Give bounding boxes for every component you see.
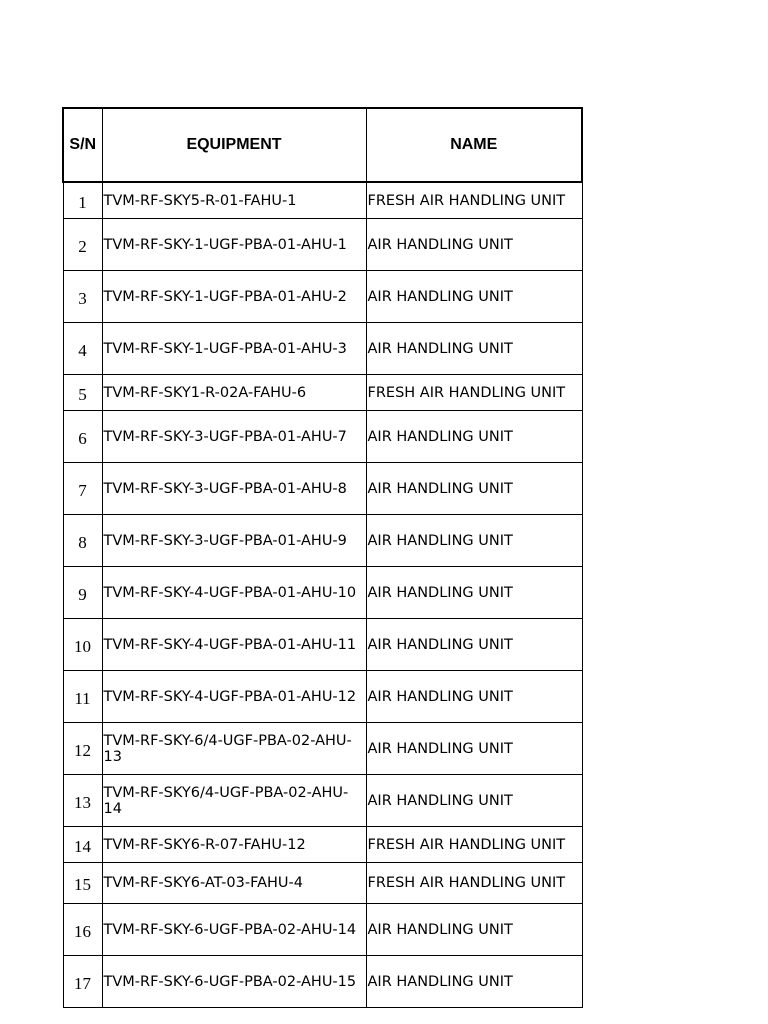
cell-sn: 7 <box>63 463 102 515</box>
cell-equipment: TVM-RF-SKY1-R-02A-FAHU-6 <box>102 375 366 411</box>
table-row <box>63 323 582 375</box>
table-row <box>63 904 582 956</box>
cell-name: AIR HANDLING UNIT <box>366 671 582 723</box>
cell-sn: 16 <box>63 904 102 956</box>
cell-sn: 14 <box>63 827 102 863</box>
table-row <box>63 827 582 863</box>
table-row <box>63 463 582 515</box>
cell-name: AIR HANDLING UNIT <box>366 775 582 827</box>
cell-equipment: TVM-RF-SKY6-AT-03-FAHU-4 <box>102 863 366 904</box>
cell-equipment: TVM-RF-SKY-6/4-UGF-PBA-02-AHU-13 <box>102 723 366 775</box>
cell-name: FRESH AIR HANDLING UNIT <box>366 863 582 904</box>
table-row <box>63 671 582 723</box>
cell-sn: 1 <box>63 182 102 219</box>
cell-name: AIR HANDLING UNIT <box>366 723 582 775</box>
cell-equipment: TVM-RF-SKY-1-UGF-PBA-01-AHU-3 <box>102 323 366 375</box>
cell-name: AIR HANDLING UNIT <box>366 619 582 671</box>
cell-name: AIR HANDLING UNIT <box>366 411 582 463</box>
cell-name: AIR HANDLING UNIT <box>366 323 582 375</box>
header-name: NAME <box>366 108 582 182</box>
cell-equipment: TVM-RF-SKY-3-UGF-PBA-01-AHU-9 <box>102 515 366 567</box>
cell-sn: 6 <box>63 411 102 463</box>
cell-sn: 2 <box>63 219 102 271</box>
table-row <box>63 619 582 671</box>
table-header-row <box>63 108 582 182</box>
cell-name: AIR HANDLING UNIT <box>366 219 582 271</box>
cell-equipment: TVM-RF-SKY5-R-01-FAHU-1 <box>102 182 366 219</box>
cell-equipment: TVM-RF-SKY6-R-07-FAHU-12 <box>102 827 366 863</box>
table-row <box>63 219 582 271</box>
cell-equipment: TVM-RF-SKY-4-UGF-PBA-01-AHU-10 <box>102 567 366 619</box>
cell-name: FRESH AIR HANDLING UNIT <box>366 182 582 219</box>
table-row <box>63 723 582 775</box>
equipment-table <box>62 107 583 1008</box>
cell-sn: 8 <box>63 515 102 567</box>
cell-name: AIR HANDLING UNIT <box>366 515 582 567</box>
table-row <box>63 271 582 323</box>
table-row <box>63 375 582 411</box>
cell-name: AIR HANDLING UNIT <box>366 463 582 515</box>
table-row <box>63 182 582 219</box>
cell-sn: 3 <box>63 271 102 323</box>
cell-name: AIR HANDLING UNIT <box>366 567 582 619</box>
cell-name: FRESH AIR HANDLING UNIT <box>366 827 582 863</box>
cell-name: FRESH AIR HANDLING UNIT <box>366 375 582 411</box>
cell-equipment: TVM-RF-SKY-6-UGF-PBA-02-AHU-15 <box>102 956 366 1008</box>
cell-name: AIR HANDLING UNIT <box>366 956 582 1008</box>
table-row <box>63 411 582 463</box>
cell-name: AIR HANDLING UNIT <box>366 904 582 956</box>
table-row <box>63 775 582 827</box>
cell-sn: 4 <box>63 323 102 375</box>
table-row <box>63 567 582 619</box>
cell-sn: 10 <box>63 619 102 671</box>
cell-equipment: TVM-RF-SKY-4-UGF-PBA-01-AHU-11 <box>102 619 366 671</box>
table-row <box>63 863 582 904</box>
header-equipment: EQUIPMENT <box>102 108 366 182</box>
table-row <box>63 956 582 1008</box>
header-sn: S/N <box>63 108 102 182</box>
cell-equipment: TVM-RF-SKY-6-UGF-PBA-02-AHU-14 <box>102 904 366 956</box>
cell-sn: 5 <box>63 375 102 411</box>
cell-equipment: TVM-RF-SKY-1-UGF-PBA-01-AHU-1 <box>102 219 366 271</box>
cell-sn: 15 <box>63 863 102 904</box>
cell-name: AIR HANDLING UNIT <box>366 271 582 323</box>
cell-sn: 13 <box>63 775 102 827</box>
cell-sn: 11 <box>63 671 102 723</box>
cell-equipment: TVM-RF-SKY-3-UGF-PBA-01-AHU-8 <box>102 463 366 515</box>
cell-sn: 12 <box>63 723 102 775</box>
cell-sn: 9 <box>63 567 102 619</box>
cell-equipment: TVM-RF-SKY-4-UGF-PBA-01-AHU-12 <box>102 671 366 723</box>
cell-sn: 17 <box>63 956 102 1008</box>
cell-equipment: TVM-RF-SKY6/4-UGF-PBA-02-AHU-14 <box>102 775 366 827</box>
cell-equipment: TVM-RF-SKY-3-UGF-PBA-01-AHU-7 <box>102 411 366 463</box>
table-row <box>63 515 582 567</box>
cell-equipment: TVM-RF-SKY-1-UGF-PBA-01-AHU-2 <box>102 271 366 323</box>
